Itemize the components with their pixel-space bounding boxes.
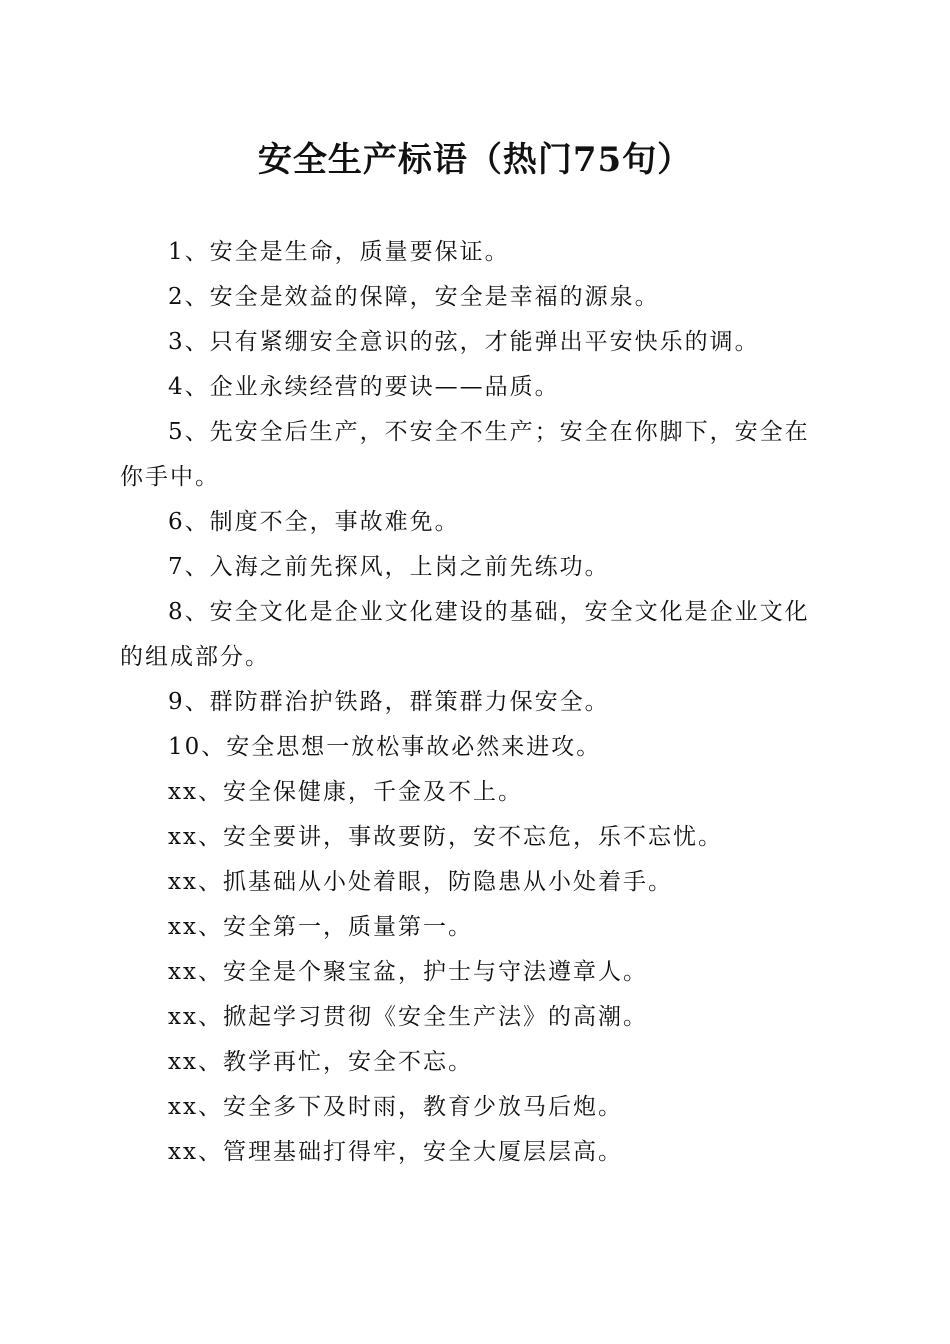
slogan-item: xx、安全保健康，千金及不上。 (168, 779, 523, 805)
slogan-item: 7、入海之前先探风，上岗之前先练功。 (168, 554, 610, 580)
slogan-item: 3、只有紧绷安全意识的弦，才能弹出平安快乐的调。 (168, 329, 760, 355)
document-title: 安全生产标语（热门75句） (257, 140, 693, 180)
slogan-item: xx、安全要讲，事故要防，安不忘危，乐不忘忧。 (168, 824, 723, 850)
slogan-item: 5、先安全后生产，不安全不生产；安全在你脚下，安全在你手中。 (120, 419, 810, 490)
slogan-item: xx、安全第一，质量第一。 (168, 914, 473, 940)
slogan-item: xx、抓基础从小处着眼，防隐患从小处着手。 (168, 869, 673, 895)
slogan-item: xx、安全是个聚宝盆，护士与守法遵章人。 (168, 959, 648, 985)
slogan-item: xx、安全多下及时雨，教育少放马后炮。 (168, 1094, 623, 1120)
slogan-item: xx、教学再忙，安全不忘。 (168, 1049, 473, 1075)
slogan-item: 9、群防群治护铁路，群策群力保安全。 (168, 689, 610, 715)
slogan-item: 2、安全是效益的保障，安全是幸福的源泉。 (168, 284, 660, 310)
slogan-item: xx、掀起学习贯彻《安全生产法》的高潮。 (168, 1004, 648, 1030)
slogan-item: 1、安全是生命，质量要保证。 (168, 239, 510, 265)
slogan-item: 8、安全文化是企业文化建设的基础，安全文化是企业文化的组成部分。 (120, 599, 810, 670)
slogan-list (120, 230, 828, 1175)
slogan-item: xx、管理基础打得牢，安全大厦层层高。 (168, 1139, 623, 1165)
slogan-item: 4、企业永续经营的要诀——品质。 (168, 374, 560, 400)
slogan-item: 6、制度不全，事故难免。 (168, 509, 460, 535)
slogan-item: 10、安全思想一放松事故必然来进攻。 (168, 734, 602, 760)
